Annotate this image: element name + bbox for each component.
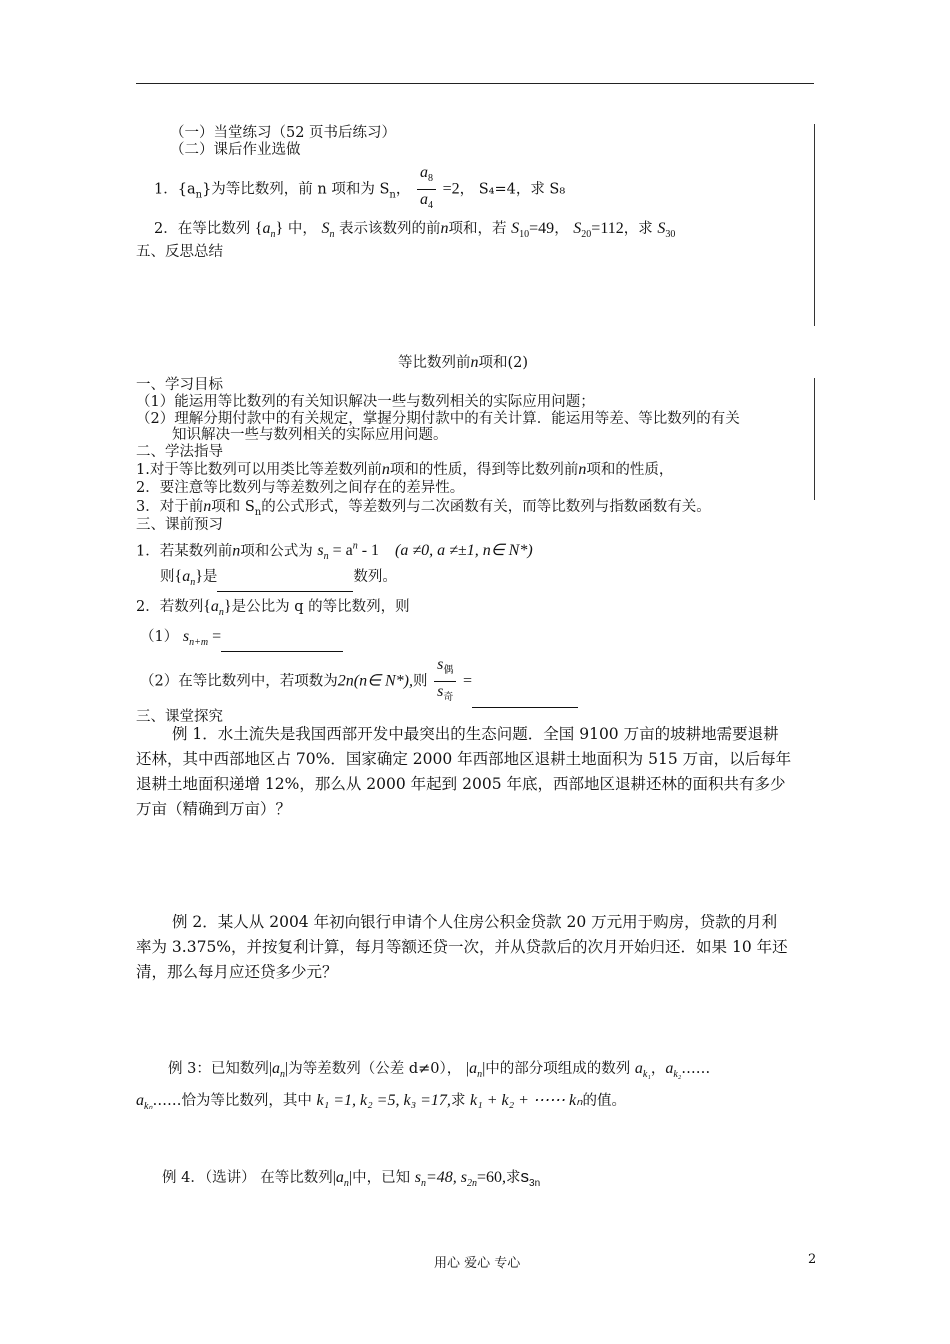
goal-2-cont: 知识解决一些与数列相关的实际应用问题。 xyxy=(172,427,448,443)
example-4: 例 4．（选讲） 在等比数列$|a_n|$中，已知 $s_n=48$, $s_{2n}=60$,求$s_{3n}$ xyxy=(162,1167,541,1190)
preview-2-2: （2）在等比数列中，若项数为2n(n∈ N*),则 $\frac{s_偶}{s_奇}$ = xyxy=(140,655,578,708)
method-3: 3．对于前n项和 $S_n$的公式形式，等差数列与二次函数有关，而等比数列与指数函数有关。 xyxy=(136,498,711,518)
example-3-line-2: $a_{k_n}\dots\dots$恰为等比数列，其中 k₁ =1, k₂ =5, k₃ =17,求 k₁ + k₂ + ⋯⋯ kₙ的值。 xyxy=(136,1092,626,1113)
preview-1-answer: 则$\{a_n\}$是 数列。 xyxy=(160,568,397,592)
answer-blank-2[interactable] xyxy=(221,637,343,652)
answer-blank-1[interactable] xyxy=(217,577,353,592)
preview-2-1: （1） $s_{n+m}$ = xyxy=(140,628,343,652)
fraction-even-odd: $\frac{s_偶}{s_奇}$ xyxy=(434,655,456,708)
margin-line-top xyxy=(814,124,815,326)
section-5-heading: 五、反思总结 xyxy=(136,244,223,260)
question-1: 1．$\{a_n\}$为等比数列，前 n 项和为 $S_n$， $\frac{a_8}{a_4}$ =2， S₄=4，求 S₈ xyxy=(154,163,565,218)
answer-blank-3[interactable] xyxy=(472,693,578,708)
example-3-line-1: 例 3：已知数列$|a_n|$为等差数列（公差 d≠0）， $|a_n|$中的部分项组成的数列 $a_{k_1}$，$a_{k_2}\dots\dots$ xyxy=(168,1060,711,1081)
practice-heading: （一）当堂练习（52 页书后练习） xyxy=(170,125,397,141)
section-1-heading: 一、学习目标 xyxy=(136,377,223,393)
section-4-heading: 三、课堂探究 xyxy=(136,709,223,725)
preview-1: 1．若某数列前n项和公式为 $s_n = a^n - 1$ (a ≠0, a ≠±1, n∈ N*) xyxy=(136,541,533,563)
page-number: 2 xyxy=(808,1252,817,1267)
question-2: 2．在等比数列 $\{a_n\}$ 中， $S_n$ 表示该数列的前n项和，若 $S_{10}=49$， $S_{20}=112$，求 $S_{30}$ xyxy=(154,220,676,241)
example-2: 例 2．某人从 2004 年初向银行申请个人住房公积金贷款 20 万元用于购房，贷款的月利 率为 3.375%，并按复利计算，每月等额还贷一次，并从贷款后的次月开始归还．如果 10 年还 清，那么每月应还贷多少元？ xyxy=(136,913,788,981)
goal-1: （1）能运用等比数列的有关知识解决一些与数列相关的实际应用问题； xyxy=(136,394,595,410)
preview-2: 2．若数列$\{a_n\}$是公比为 q 的等比数列，则 xyxy=(136,598,410,619)
section-2-heading: 二、学法指导 xyxy=(136,444,223,460)
footer-motto: 用心 爱心 专心 xyxy=(434,1256,521,1271)
example-1: 例 1．水土流失是我国西部开发中最突出的生态问题．全国 9100 万亩的坡耕地需要退耕 还林，其中西部地区占 70%．国家确定 2000 年西部地区退耕土地面积为 515 万亩，以后每年 退耕土地面积递增 12%，那么从 2000 年起到 2005 年底，西部地区退耕还林的面积共有多少 万亩（精确到万亩）？ xyxy=(136,725,792,818)
page-title: 等比数列前n项和(2) xyxy=(398,354,529,371)
margin-line-bottom xyxy=(814,378,815,500)
method-1: 1.对于等比数列可以用类比等差数列前n项和的性质，得到等比数列前n项和的性质， xyxy=(136,461,674,478)
method-2: 2．要注意等比数列与等差数列之间存在的差异性。 xyxy=(136,480,465,496)
homework-heading: （二）课后作业选做 xyxy=(170,142,301,158)
fraction-a8-a4: $\frac{a_8}{a_4}$ xyxy=(417,163,436,216)
section-3-heading: 三、课前预习 xyxy=(136,517,223,533)
header-rule xyxy=(136,83,814,84)
goal-2: （2）理解分期付款中的有关规定，掌握分期付款中的有关计算．能运用等差、等比数列的有关 xyxy=(136,411,740,427)
